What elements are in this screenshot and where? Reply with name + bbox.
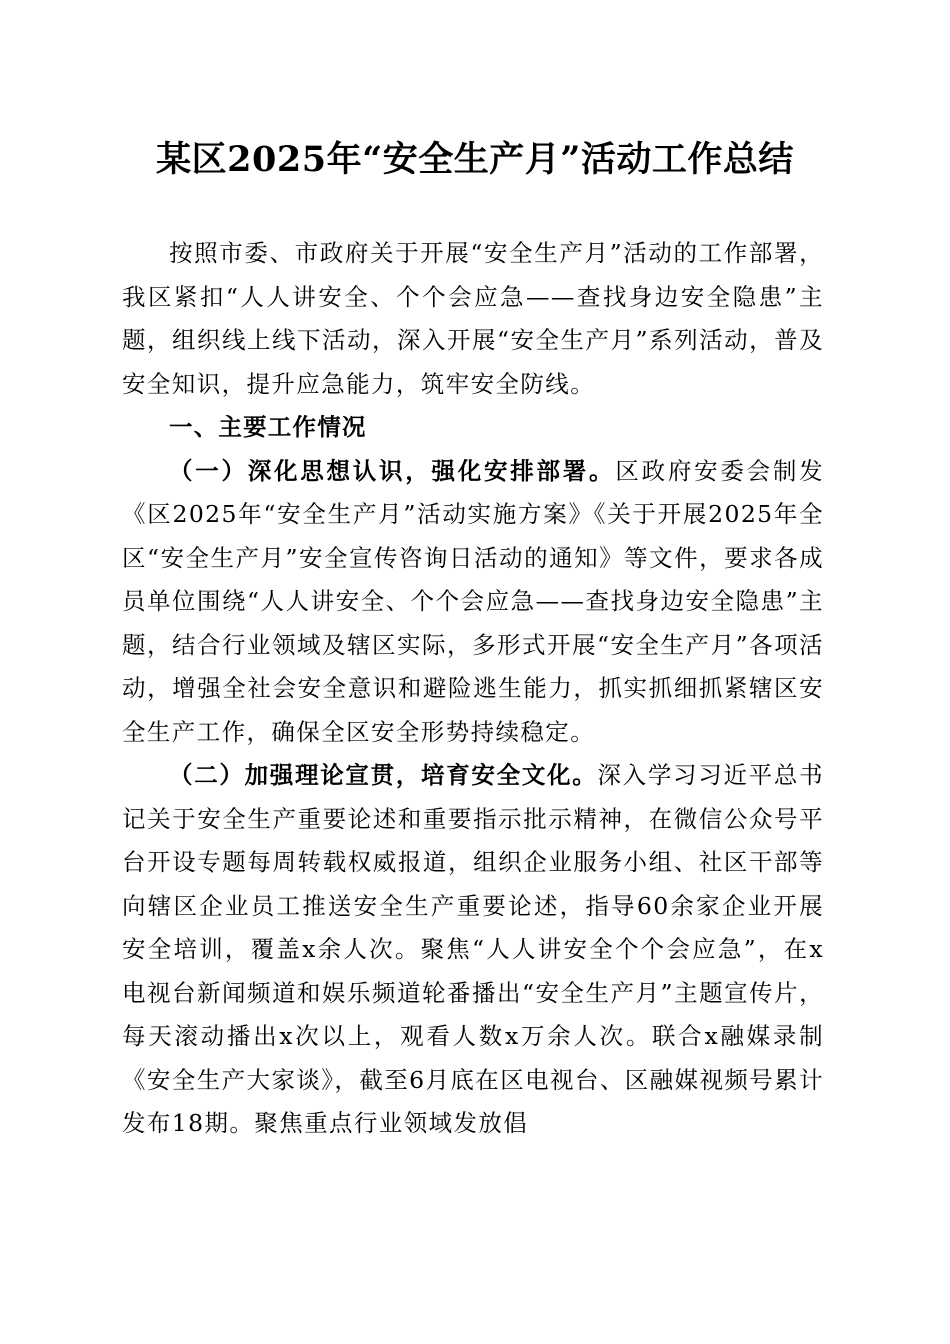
- paragraph-item-1-text: 区政府安委会制发《区2025年“安全生产月”活动实施方案》《关于开展2025年全区“安全生产月”安全宣传咨询日活动的通知》等文件，要求各成员单位围绕“人人讲安全、个个会应急——查找身边安全隐患”主题，结合行业领域及辖区实际，多形式开展“安全生产月”各项活动，增强全社会安全意识和避险逃生能力，抓实抓细抓紧辖区安全生产工作，确保全区安全形势持续稳定。: [122, 456, 824, 746]
- document-body: [122, 232, 824, 1146]
- paragraph-item-1-subheading: （一）深化思想认识，强化安排部署。: [169, 456, 616, 485]
- intro-paragraph: 按照市委、市政府关于开展“安全生产月”活动的工作部署，我区紧扣“人人讲安全、个个会应急——查找身边安全隐患”主题，组织线上线下活动，深入开展“安全生产月”系列活动，普及安全知识，提升应急能力，筑牢安全防线。: [122, 239, 824, 398]
- paragraph-item-2: [122, 754, 824, 1146]
- document-title: 某区2025年“安全生产月”活动工作总结: [156, 139, 794, 180]
- paragraph-item-2-subheading: （二）加强理论宣贯，培育安全文化。: [169, 761, 598, 789]
- paragraph-item-1: [122, 450, 824, 755]
- section-heading-main-work: 一、主要工作情况: [169, 413, 367, 441]
- paragraph-item-2-text: 深入学习习近平总书记关于安全生产重要论述和重要指示批示精神，在微信公众号平台开设专题每周转载权威报道，组织企业服务小组、社区干部等向辖区企业员工推送安全生产重要论述，指导60余家企业开展安全培训，覆盖x余人次。聚焦“人人讲安全个个会应急”，在x电视台新闻频道和娱乐频道轮番播出“安全生产月”主题宣传片，每天滚动播出x次以上，观看人数x万余人次。联合x融媒录制《安全生产大家谈》，截至6月底在区电视台、区融媒视频号累计发布18期。聚焦重点行业领域发放倡: [122, 761, 824, 1137]
